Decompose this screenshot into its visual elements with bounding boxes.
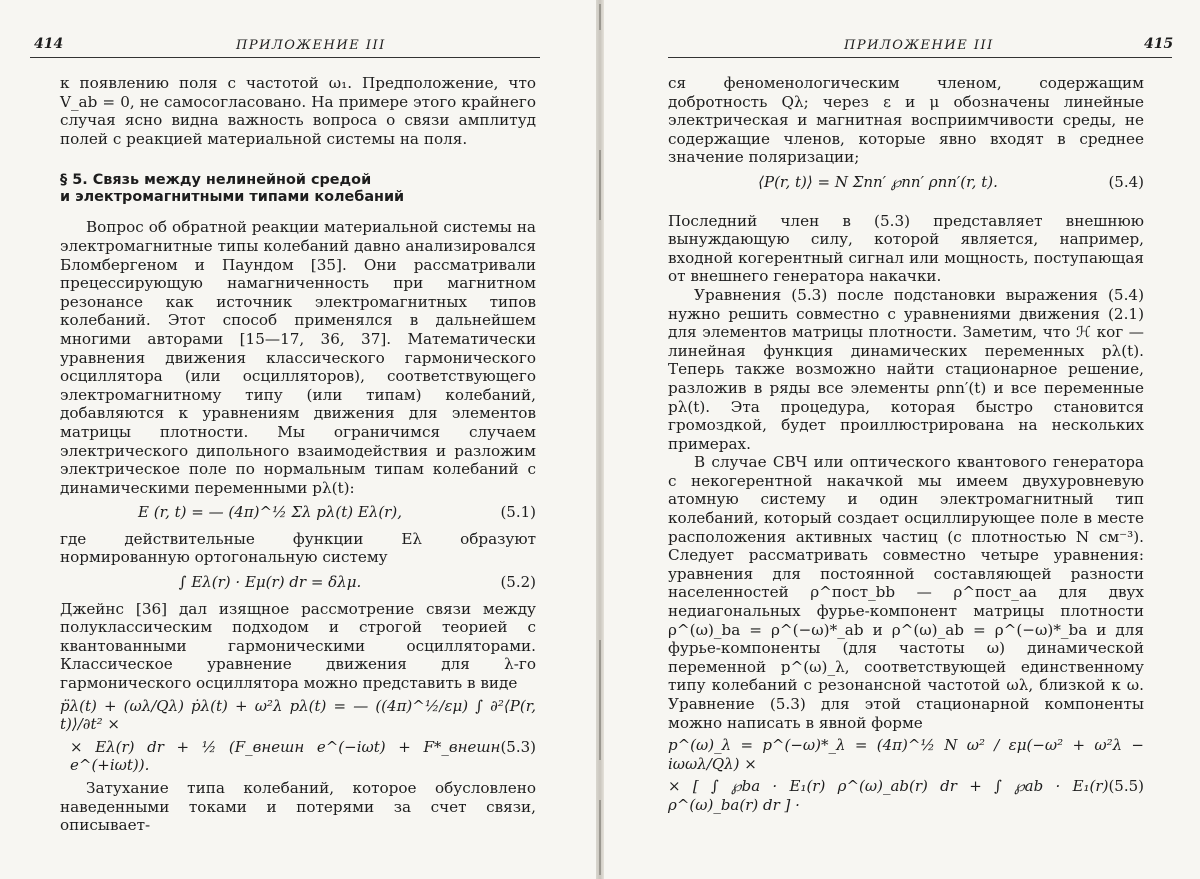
paragraph: где действительные функции Eλ образуют нормированную ортогональную систему (60, 529, 536, 567)
equation-number: (5.4) (1108, 172, 1144, 191)
equation-number: (5.5) (1108, 777, 1144, 796)
equation-5-1 (60, 503, 536, 522)
paragraph: Уравнения (5.3) после подстановки выражения (5.4) нужно решить совместно с уравнениями движения (2.1) для элементов матрицы плотности. Заметим, что ℋ ког — линейная функция динамических переменных pλ(t). Теперь также возможно найти стационарное решение, разложив в ряды все элементы ρnn′(t) и все переменные pλ(t). Эта процедура, которая быстро становится громоздкой, будет проиллюстрирована на нескольких примерах. (668, 285, 1144, 453)
text-column (60, 74, 536, 835)
equation-5-5 (668, 736, 1144, 814)
equation-line: p̈λ(t) + (ωλ/Qλ) ṗλ(t) + ω²λ pλ(t) = — ((4π)^½/εμ) ∫ ∂²⟨P(r, t)⟩/∂t² × (60, 696, 536, 734)
equation-number: (5.3) (500, 737, 536, 756)
equation-line: × Eλ(r) dr + ½ (F_внешн e^(−iωt) + F*_внешн e^(+iωt)). (70, 737, 501, 775)
paragraph: Джейнс [36] дал изящное рассмотрение связи между полуклассическим подходом и строгой теорией с квантованными гармоническими осцилляторами. Классическое уравнение движения для λ-го гармонического осциллятора можно представить в виде (60, 599, 536, 693)
paragraph: ся феноменологическим членом, содержащим добротность Qλ; через ε и μ обозначены линейные электрическая и магнитная восприимчивости среды, не содержащие членов, которые явно входят в среднее значение поляризации; (668, 74, 1144, 167)
running-header: ПРИЛОЖЕНИЕ III (844, 38, 994, 53)
paragraph: Затухание типа колебаний, которое обусловлено наведенными токами и потерями за счет связи, описывает- (60, 779, 536, 835)
equation-5-3 (60, 697, 536, 775)
page-number: 414 (34, 36, 64, 52)
section-title-line: § 5. Связь между нелинейной средой (60, 172, 372, 189)
right-page (604, 0, 1200, 879)
equation-expression: ∫ Eλ(r) · Eμ(r) dr = δλμ. (178, 573, 362, 592)
gutter-mark (599, 800, 601, 875)
paragraph: Вопрос об обратной реакции материальной системы на электромагнитные типы колебаний давно анализировался Бломбергеном и Паундом [35]. Они рассматривали прецессирующую намагниченность при магнитном резонансе как источник электромагнитных типов колебаний. Этот способ применялся в дальнейшем многими авторами [15—17, 36, 37]. Математически уравнения движения классического гармонического осциллятора (или осцилляторов), соответствующего электромагнитному типу (или типам) колебаний, добавляются к уравнениям движения для элементов матрицы плотности. Мы ограничимся случаем электрического дипольного взаимодействия и разложим электрическое поле по нормальным типам колебаний с динамическими переменными pλ(t): (60, 218, 536, 497)
section-title (60, 172, 536, 206)
equation-expression: ⟨P(r, t)⟩ = N Σnn′ ℘nn′ ρnn′(r, t). (758, 172, 998, 191)
text-column (668, 74, 1144, 819)
paragraph: Последний член в (5.3) представляет внешнюю вынуждающую силу, которой является, например, входной когерентный сигнал или мощность, поступающая от внешнего генератора накачки. (668, 211, 1144, 286)
equation-line: × [ ∫ ℘ba · E₁(r) ρ^(ω)_ab(r) dr + ∫ ℘ab · E₁(r) ρ^(ω)_ba(r) dr ] · (668, 777, 1109, 814)
equation-expression: E (r, t) = — (4π)^½ Σλ pλ(t) Eλ(r), (138, 503, 402, 522)
equation-number: (5.1) (500, 503, 536, 522)
equation-number: (5.2) (500, 573, 536, 592)
intro-paragraph: к появлению поля с частотой ω₁. Предположение, что V_ab = 0, не самосогласовано. На примере этого крайнего случая ясно видна важность вопроса о связи амплитуд полей с реакцией материальной системы на поля. (60, 74, 536, 148)
book-gutter (596, 0, 604, 879)
running-header: ПРИЛОЖЕНИЕ III (236, 38, 386, 53)
equation-5-2 (60, 573, 536, 592)
gutter-mark (599, 150, 601, 220)
gutter-mark (599, 640, 601, 760)
gutter-mark (599, 4, 601, 30)
page-number: 415 (1144, 36, 1174, 52)
left-page (0, 0, 596, 879)
header-rule (30, 57, 540, 58)
equation-line: p^(ω)_λ = p^(−ω)*_λ = (4π)^½ N ω² / εμ(−ω² + ω²λ − iωωλ/Qλ) × (668, 736, 1144, 773)
header-rule (668, 57, 1172, 58)
equation-5-4 (668, 173, 1144, 192)
paragraph: В случае СВЧ или оптического квантового генератора с некогерентной накачкой мы имеем двухуровневую атомную систему и один электромагнитный тип колебаний, который создает осциллирующее поле в месте расположения активных частиц (с плотностью N см⁻³). Следует рассматривать совместно четыре уравнения: уравнения для постоянной составляющей разности населенностей ρ^пост_bb — ρ^пост_aa для двух недиагональных фурье-компонент матрицы плотности ρ^(ω)_ba = ρ^(−ω)*_ab и ρ^(ω)_ab = ρ^(−ω)*_ba и для фурье-компоненты (для частоты ω) динамической переменной p^(ω)_λ, соответствующей единственному типу колебаний с резонансной частотой ωλ, близкой к ω. Уравнение (5.3) для этой стационарной компоненты можно написать в явной форме (668, 453, 1144, 732)
section-title-line: и электромагнитными типами колебаний (60, 189, 405, 206)
